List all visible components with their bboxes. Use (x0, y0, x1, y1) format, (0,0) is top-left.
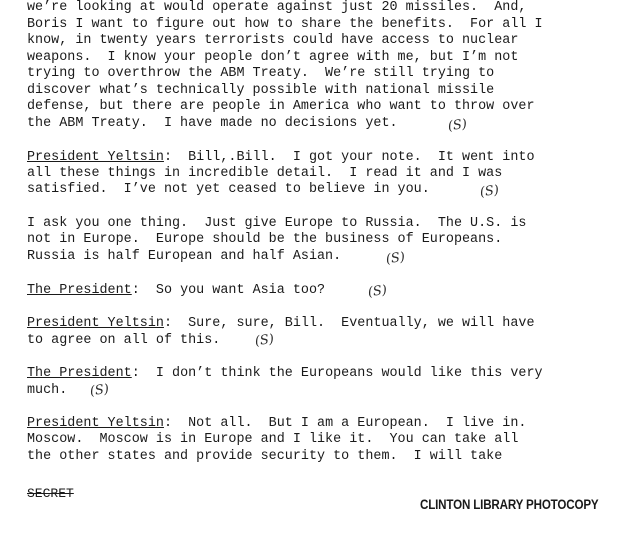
speaker-label: The President (27, 283, 132, 298)
text-line (27, 383, 67, 399)
classification-mark: (S) (88, 381, 110, 400)
library-photocopy-stamp: CLINTON LIBRARY PHOTOCOPY (420, 497, 599, 512)
line-text: I ask you one thing. Just give Europe to Russia. The U.S. is (27, 216, 527, 231)
text-line (27, 416, 526, 432)
classification-mark: (S) (366, 282, 388, 301)
text-line (27, 432, 518, 448)
speaker-label: President Yeltsin (27, 316, 164, 331)
speaker-label: The President (27, 366, 132, 381)
text-line (27, 333, 220, 349)
text-line (27, 33, 518, 49)
classification-mark: (S) (446, 116, 468, 135)
line-text: discover what’s technically possible with national missile (27, 83, 495, 98)
text-line (27, 50, 518, 66)
line-text: satisfied. I’ve not yet ceased to believe in you. (27, 182, 430, 197)
text-line (27, 66, 494, 82)
text-line (27, 449, 502, 465)
line-text: to agree on all of this. (27, 333, 221, 348)
classification-mark: (S) (384, 249, 406, 268)
text-line (27, 283, 325, 299)
speaker-label: President Yeltsin (27, 150, 164, 165)
text-line (27, 99, 535, 115)
text-line (27, 366, 543, 382)
classification-footer: SECRET (27, 486, 74, 501)
line-text: not in Europe. Europe should be the business of Europeans. (27, 232, 503, 247)
line-text: Russia is half European and half Asian. (27, 249, 342, 264)
text-line (27, 232, 502, 248)
line-text: Boris I want to figure out how to share the benefits. For all I (27, 17, 543, 32)
line-text: : Bill,.Bill. I got your note. It went into (163, 150, 535, 165)
line-text: weapons. I know your people don’t agree with me, but I’m not (27, 50, 519, 65)
text-line (27, 249, 341, 265)
text-line (27, 166, 502, 182)
text-line (27, 0, 526, 16)
line-text: : I don’t think the Europeans would like this very (131, 366, 543, 381)
line-text: : Sure, sure, Bill. Eventually, we will have (163, 316, 535, 331)
line-text: trying to overthrow the ABM Treaty. We’re still trying to (27, 66, 495, 81)
text-line (27, 17, 543, 33)
line-text: the other states and provide security to them. I will take (27, 449, 503, 464)
line-text: defense, but there are people in America who want to throw over (27, 99, 535, 114)
text-line (27, 116, 398, 132)
line-text: the ABM Treaty. I have made no decisions yet. (27, 116, 398, 131)
line-text: : So you want Asia too? (131, 283, 326, 298)
text-line (27, 316, 535, 332)
classification-mark: (S) (478, 182, 500, 201)
line-text: much. (27, 383, 68, 398)
text-line (27, 216, 526, 232)
text-line (27, 83, 494, 99)
text-line (27, 150, 535, 166)
line-text: Moscow. Moscow is in Europe and I like it. You can take all (27, 432, 519, 447)
classification-mark: (S) (253, 331, 275, 350)
line-text: : Not all. But I am a European. I live in. (163, 416, 527, 431)
line-text: we’re looking at would operate against just 20 missiles. And, (27, 0, 527, 15)
text-line (27, 182, 430, 198)
line-text: all these things in incredible detail. I read it and I was (27, 166, 503, 181)
line-text: know, in twenty years terrorists could have access to nuclear (27, 33, 519, 48)
speaker-label: President Yeltsin (27, 416, 164, 431)
